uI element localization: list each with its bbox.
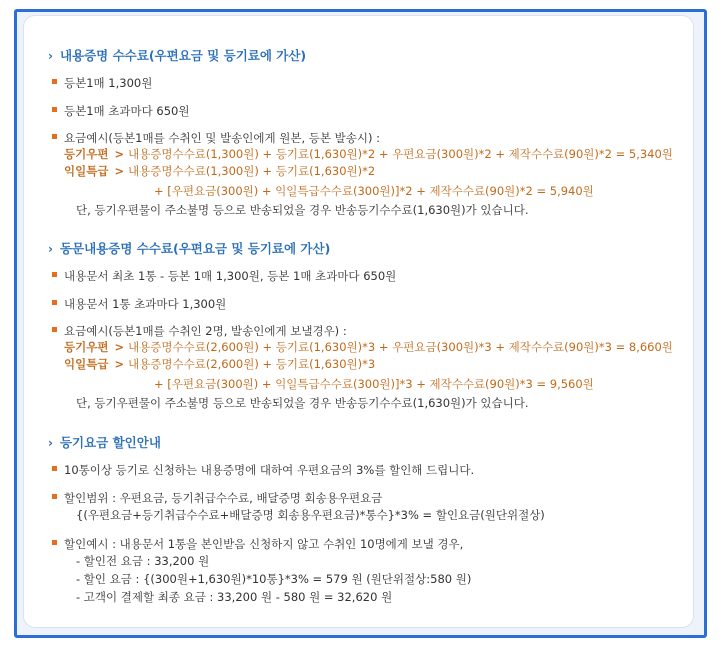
section-title-content-certification-fee: › 내용증명 수수료(우편요금 및 등기료에 가산) bbox=[48, 48, 307, 63]
discount-range-formula: {(우편요금+등기취급수수료+배달증명 회송용우편요금)*통수}*3% = 할인요금(원단위절상) bbox=[76, 508, 545, 522]
square-bullet-icon bbox=[52, 79, 57, 84]
list-item: 등본1매 1,300원 bbox=[64, 75, 152, 91]
square-bullet-icon bbox=[52, 327, 57, 332]
chevron-right-icon: › bbox=[48, 242, 53, 256]
return-fee-note: 단, 등기우편물이 주소불명 등으로 반송되었을 경우 반송등기수수료(1,630원)가 있습니다. bbox=[76, 203, 529, 217]
square-bullet-icon bbox=[52, 272, 57, 277]
list-item: 내용문서 최초 1통 - 등본 1매 1,300원, 등본 1매 초과마다 650원 bbox=[64, 268, 396, 284]
example-registered-mail: 등기우편 > 내용증명수수료(1,300원) + 등기료(1,630원)*2 + 우편요금(300원)*2 + 제작수수료(90원)*2 = 5,340원 bbox=[64, 147, 673, 161]
chevron-right-icon: › bbox=[48, 436, 53, 450]
square-bullet-icon bbox=[52, 300, 57, 305]
arrow-icon: > bbox=[114, 357, 125, 371]
discount-example-line: - 할인전 요금 : 33,200 원 bbox=[76, 554, 210, 568]
arrow-icon: > bbox=[114, 164, 125, 178]
example-express-mail: 익일특급 > 내용증명수수료(1,300원) + 등기료(1,630원)*2 bbox=[64, 164, 376, 178]
list-item: 할인범위 : 우편요금, 등기취급수수료, 배달증명 회송용우편요금 bbox=[64, 490, 382, 506]
arrow-icon: > bbox=[114, 147, 125, 161]
discount-example-line: - 고객이 결제할 최종 요금 : 33,200 원 - 580 원 = 32,620 원 bbox=[76, 590, 393, 604]
return-fee-note: 단, 등기우편물이 주소불명 등으로 반송되었을 경우 반송등기수수료(1,630원)가 있습니다. bbox=[76, 396, 529, 410]
example-express-continuation: + [우편요금(300원) + 익일특급수수료(300원)]*3 + 제작수수료(90원)*3 = 9,560원 bbox=[154, 377, 594, 391]
list-item: 등본1매 초과마다 650원 bbox=[64, 103, 189, 119]
square-bullet-icon bbox=[52, 134, 57, 139]
discount-example-line: - 할인 요금 : {(300원+1,630원)*10통}*3% = 579 원 (원단위절상:580 원) bbox=[76, 572, 472, 586]
square-bullet-icon bbox=[52, 466, 57, 471]
arrow-icon: > bbox=[114, 340, 125, 354]
example-express-continuation: + [우편요금(300원) + 익일특급수수료(300원)]*2 + 제작수수료(90원)*2 = 5,940원 bbox=[154, 184, 594, 198]
example-express-mail: 익일특급 > 내용증명수수료(2,600원) + 등기료(1,630원)*3 bbox=[64, 357, 376, 371]
section-title-discount-info: › 등기요금 할인안내 bbox=[48, 435, 161, 450]
list-item: 내용문서 1통 초과마다 1,300원 bbox=[64, 296, 226, 312]
content-panel bbox=[23, 15, 694, 628]
example-registered-mail: 등기우편 > 내용증명수수료(2,600원) + 등기료(1,630원)*3 + 우편요금(300원)*3 + 제작수수료(90원)*3 = 8,660원 bbox=[64, 340, 673, 354]
section-title-joint-certification-fee: › 동문내용증명 수수료(우편요금 및 등기료에 가산) bbox=[48, 241, 331, 256]
list-item: 요금예시(등본1매를 수취인 2명, 발송인에게 보낼경우) : bbox=[64, 323, 347, 339]
outer-frame bbox=[14, 9, 707, 638]
list-item: 10통이상 등기로 신청하는 내용증명에 대하여 우편요금의 3%를 할인해 드립니다. bbox=[64, 462, 474, 478]
list-item: 할인예시 : 내용문서 1통을 본인받음 신청하지 않고 수취인 10명에게 보낼 경우, bbox=[64, 536, 463, 552]
square-bullet-icon bbox=[52, 494, 57, 499]
square-bullet-icon bbox=[52, 107, 57, 112]
chevron-right-icon: › bbox=[48, 49, 53, 63]
square-bullet-icon bbox=[52, 540, 57, 545]
list-item: 요금예시(등본1매를 수취인 및 발송인에게 원본, 등본 발송시) : bbox=[64, 130, 380, 146]
